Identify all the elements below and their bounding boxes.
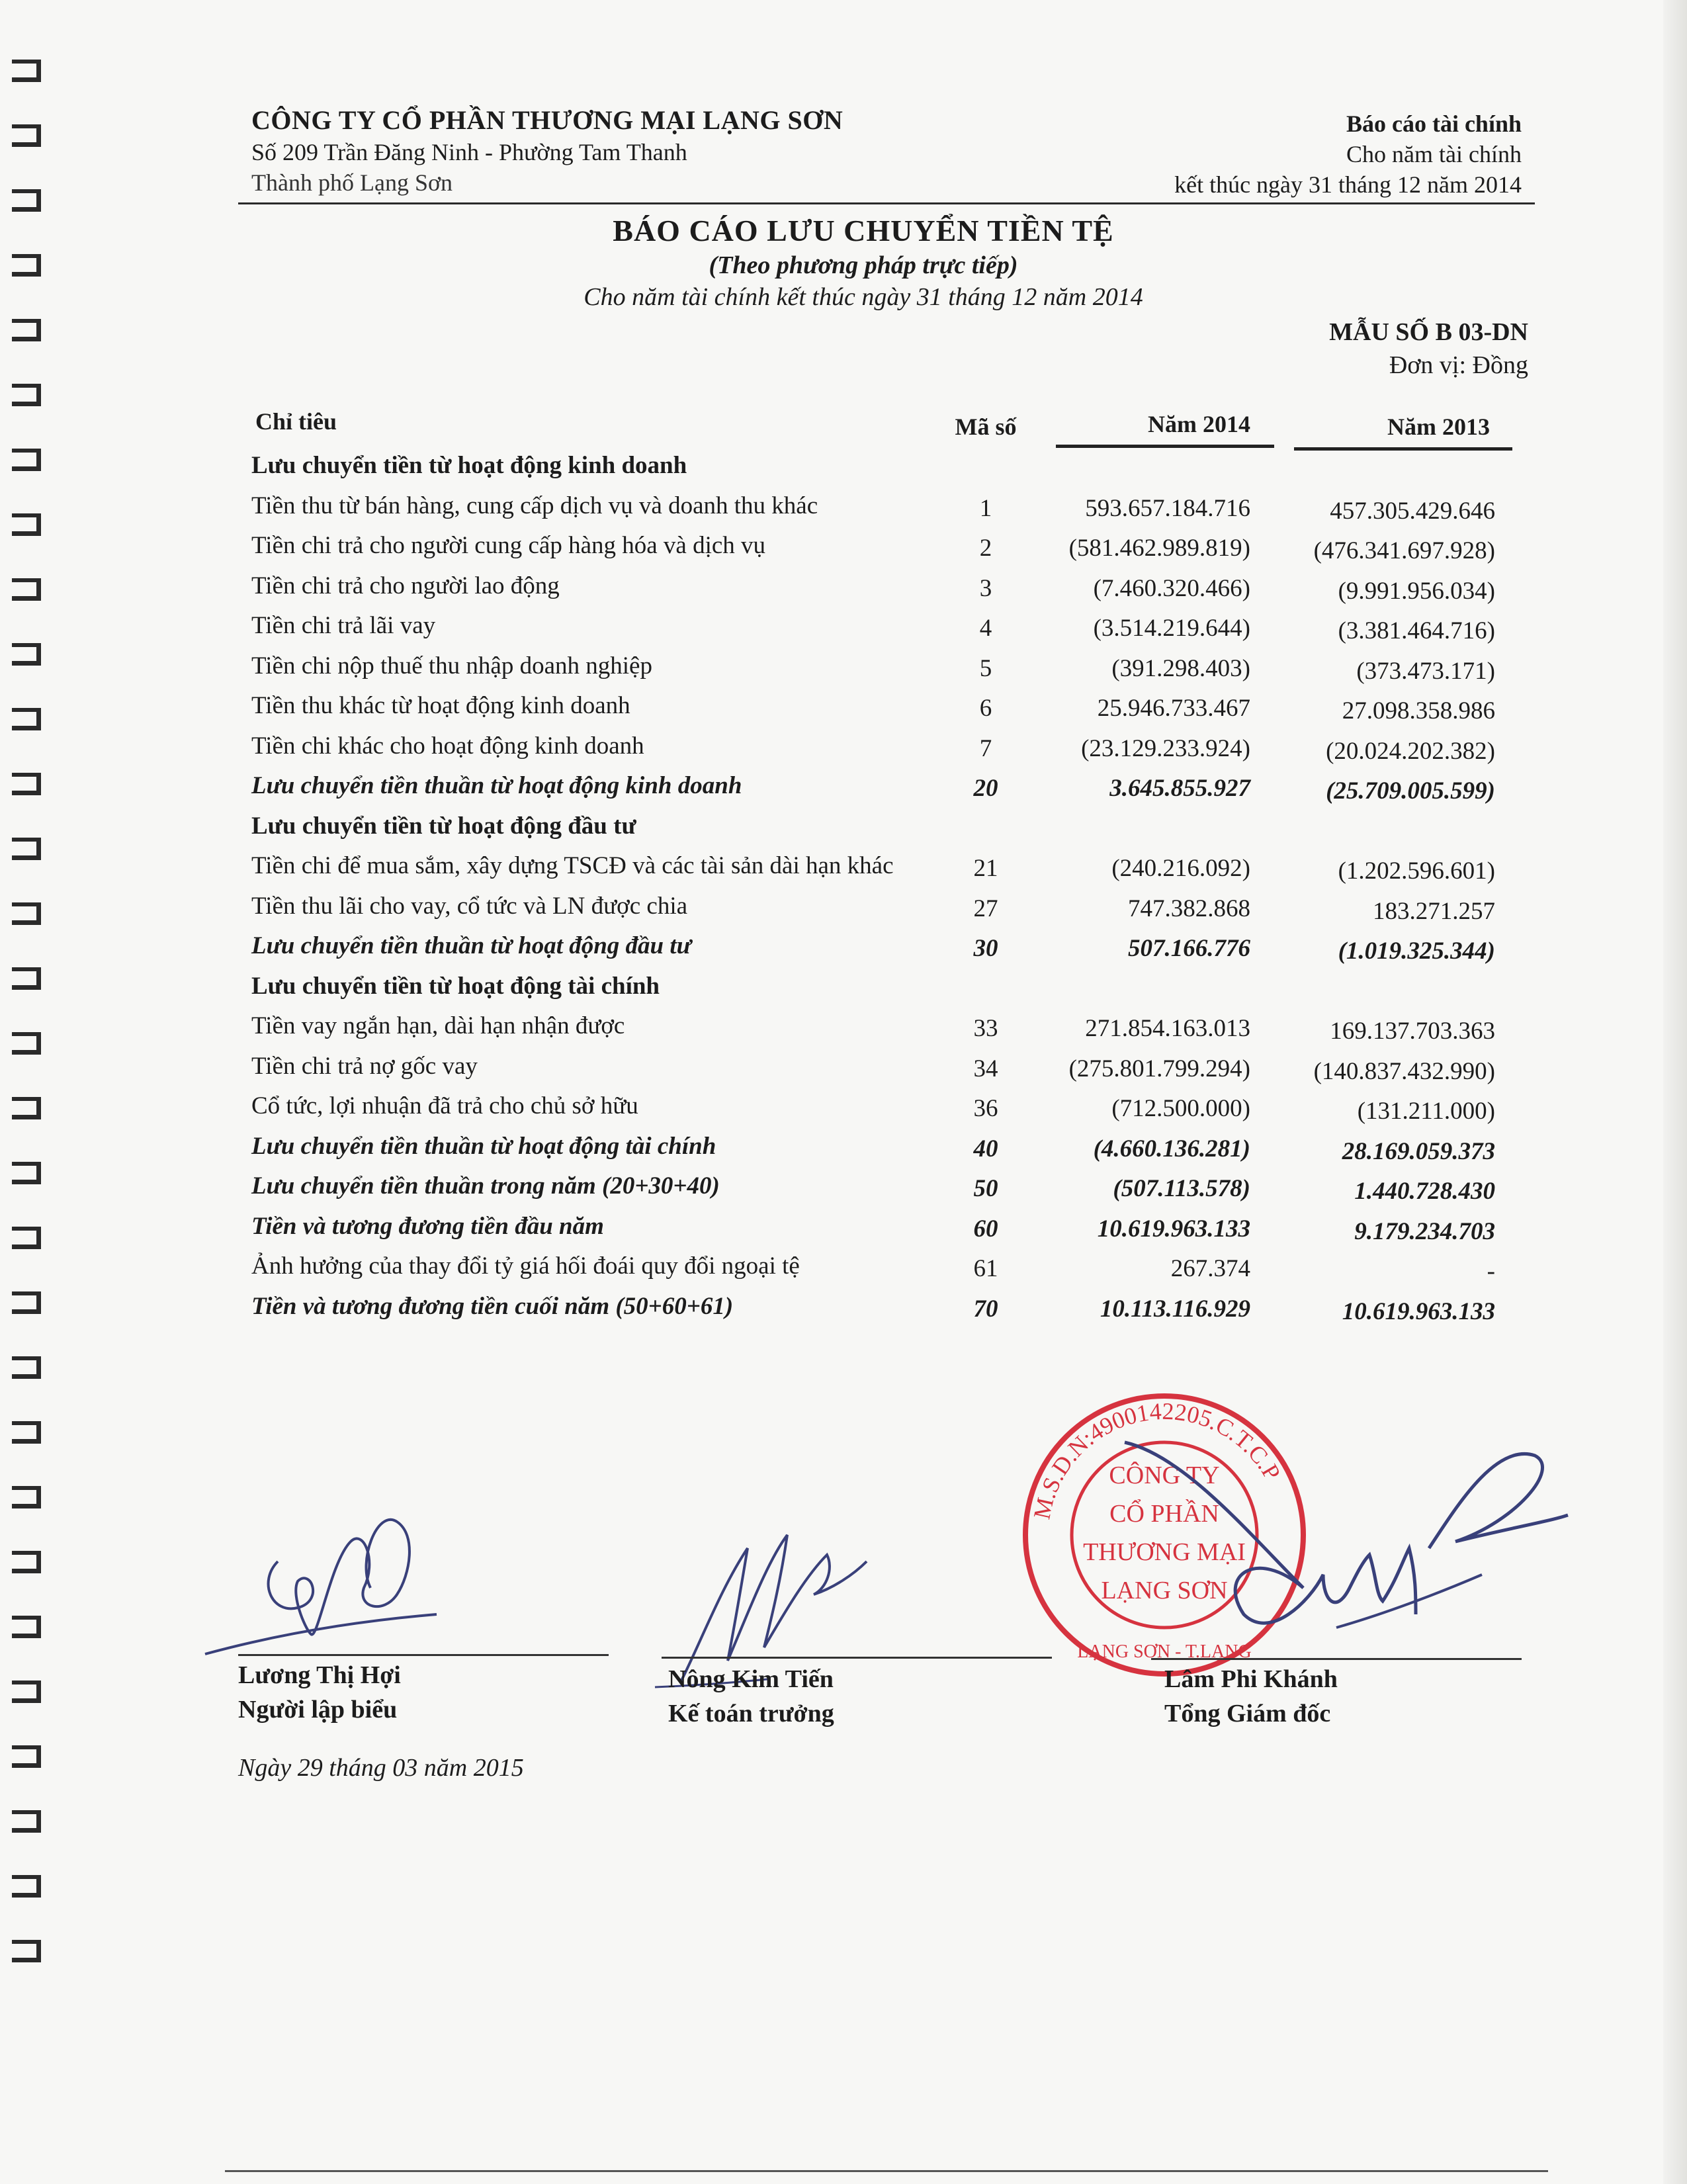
row-label: Tiền vay ngắn hạn, dài hạn nhận được [251,1012,625,1039]
row-value-2013: (131.211.000) [1357,1098,1495,1125]
header-code: Mã số [955,414,1017,440]
row-value-2014: (275.801.799.294) [1068,1055,1250,1082]
row-value-2013: (1.019.325.344) [1338,938,1495,965]
row-label: Lưu chuyển tiền thuần từ hoạt động đầu tư [251,932,691,959]
subtotal-row [245,1286,1515,1326]
table-row [245,1085,1515,1125]
report-type: Báo cáo tài chính [1346,110,1522,137]
row-value-2014: (4.660.136.281) [1093,1135,1250,1162]
page-bottom-line [225,2170,1548,2172]
row-code: 3 [979,574,992,602]
report-method: (Theo phương pháp trực tiếp) [709,251,1018,279]
binder-ring [12,60,41,82]
subtotal-row [245,1125,1515,1166]
row-value-2013: 28.169.059.373 [1342,1137,1495,1165]
header-label: Chỉ tiêu [255,408,337,435]
binder-ring [12,189,41,212]
row-value-2013: (20.024.202.382) [1326,737,1495,765]
section-heading-row [245,965,1515,1006]
accountant-name: Nông Kim Tiến [668,1665,834,1693]
company-header [251,105,843,197]
row-label: Tiền và tương đương tiền đầu năm [251,1212,604,1240]
binder-ring [12,967,41,990]
row-code: 34 [973,1055,998,1082]
row-value-2014: (240.216.092) [1111,855,1250,882]
row-value-2014: (581.462.989.819) [1068,535,1250,562]
row-value-2013: (373.473.171) [1356,657,1495,685]
binder-ring [12,1291,41,1314]
subtotal-row [245,765,1515,805]
report-date: Ngày 29 tháng 03 năm 2015 [238,1754,524,1782]
row-code: 2 [979,535,992,562]
preparer-sign-line [238,1654,609,1656]
row-code: 27 [973,895,998,922]
preparer-role: Người lập biểu [238,1696,398,1724]
binder-ring [12,1940,41,1962]
row-value-2013: 10.619.963.133 [1342,1297,1495,1325]
row-value-2014: (23.129.233.924) [1081,734,1250,762]
row-value-2013: 27.098.358.986 [1342,697,1495,724]
row-code: 60 [973,1215,998,1243]
row-code: 7 [979,734,992,762]
report-period-line1: Cho năm tài chính [1346,141,1522,167]
header-divider [238,202,1535,204]
report-title: BÁO CÁO LƯU CHUYỂN TIỀN TỆ [613,214,1114,247]
table-header [245,404,1515,445]
binder-ring [12,1227,41,1249]
row-label: Tiền chi để mua sắm, xây dựng TSCĐ và các tài sản dài hạn khác [251,852,894,879]
row-value-2013: (476.341.697.928) [1313,537,1495,564]
seal-line-1: CÔNG TY [1109,1462,1220,1489]
header-year-2013: Năm 2013 [1387,414,1490,440]
director-signature [1085,1416,1575,1681]
page-edge [1663,0,1687,2184]
row-value-2013: 9.179.234.703 [1354,1217,1495,1245]
accountant-role: Kế toán trưởng [668,1700,834,1727]
row-value-2014: (507.113.578) [1113,1175,1250,1202]
row-label: Tiền chi trả lãi vay [251,612,436,639]
row-value-2014: 25.946.733.467 [1097,695,1250,722]
cash-flow-table [245,404,1515,1325]
row-label: Lưu chuyển tiền thuần từ hoạt động tài chính [251,1132,716,1160]
binder-ring [12,1097,41,1119]
binder-ring [12,319,41,341]
seal-bottom-text: LẠNG SƠN - T.LẠNG [1077,1641,1252,1662]
row-label: Tiền và tương đương tiền cuối năm (50+60+61) [251,1292,734,1320]
row-label: Lưu chuyển tiền từ hoạt động tài chính [251,972,660,1000]
row-value-2014: (391.298.403) [1111,654,1250,682]
row-code: 6 [979,695,992,722]
row-value-2014: 747.382.868 [1128,895,1250,922]
row-label: Ảnh hưởng của thay đổi tỷ giá hối đoái quy đổi ngoại tệ [251,1252,800,1280]
accountant-sign-line [662,1657,1052,1659]
table-row [245,725,1515,765]
table-row [245,525,1515,565]
company-name: CÔNG TY CỔ PHẦN THƯƠNG MẠI LẠNG SƠN [251,105,844,135]
seal-line-2: CỔ PHẦN [1109,1500,1219,1528]
row-label: Tiền chi trả nợ gốc vay [251,1052,478,1080]
row-value-2014: 507.166.776 [1128,935,1250,962]
table-row [245,645,1515,685]
binder-ring [12,1162,41,1184]
table-row [245,1245,1515,1286]
binder-ring [12,449,41,471]
binder-ring [12,838,41,860]
row-value-2013: 1.440.728.430 [1354,1178,1495,1205]
row-label: Tiền thu khác từ hoạt động kinh doanh [251,692,630,719]
binder-ring [12,1356,41,1379]
row-value-2014: (3.514.219.644) [1093,615,1250,642]
director-sign-line [1151,1658,1522,1660]
table-row [245,1005,1515,1045]
row-label: Lưu chuyển tiền từ hoạt động kinh doanh [251,452,687,479]
table-row [245,685,1515,725]
seal-line-4: LẠNG SƠN [1101,1577,1228,1604]
row-code: 70 [973,1295,998,1323]
binder-rings [12,60,52,2163]
row-value-2014: 10.619.963.133 [1097,1215,1250,1243]
report-period: Cho năm tài chính kết thúc ngày 31 tháng 12 năm 2014 [584,283,1143,311]
company-city: Thành phố Lạng Sơn [251,169,453,196]
form-number: MẪU SỐ B 03-DN [1329,318,1528,346]
row-value-2013: (1.202.596.601) [1338,857,1495,885]
currency-unit: Đơn vị: Đồng [1389,351,1528,379]
row-label: Lưu chuyển tiền thuần trong năm (20+30+40) [251,1172,720,1200]
row-code: 1 [979,494,992,522]
row-value-2014: 10.113.116.929 [1100,1295,1250,1323]
subtotal-row [245,1205,1515,1246]
preparer-signature [198,1482,476,1681]
row-label: Tiền chi trả cho người cung cấp hàng hóa và dịch vụ [251,532,766,559]
row-value-2014: 3.645.855.927 [1109,775,1250,802]
row-code: 33 [973,1015,998,1042]
seal-ring-text: M.S.D.N:4900142205.C.T.C.P [1028,1397,1286,1522]
row-value-2014: 593.657.184.716 [1085,494,1250,522]
report-header [1174,110,1522,198]
table-row [245,605,1515,645]
row-code: 21 [973,855,998,882]
row-value-2014: (712.500.000) [1111,1095,1250,1122]
row-code: 61 [973,1255,998,1282]
row-value-2013: (140.837.432.990) [1313,1057,1495,1085]
seal-line-3: THƯƠNG MẠI [1083,1538,1246,1566]
binder-ring [12,1875,41,1898]
row-value-2013: (3.381.464.716) [1338,617,1495,644]
row-label: Tiền chi nộp thuế thu nhập doanh nghiệp [251,652,652,679]
director-name: Lâm Phi Khánh [1164,1665,1338,1693]
row-value-2013: 169.137.703.363 [1330,1018,1495,1045]
binder-ring [12,902,41,925]
preparer-name: Lương Thị Hợi [238,1661,401,1689]
row-value-2013: (25.709.005.599) [1326,777,1495,805]
binder-ring [12,124,41,147]
subtotal-row [245,925,1515,965]
row-code: 30 [973,935,998,962]
accountant-block [668,1665,834,1728]
row-code: 20 [973,775,998,802]
row-code: 50 [973,1175,998,1202]
row-label: Tiền chi khác cho hoạt động kinh doanh [251,732,644,760]
row-value-2014: 267.374 [1170,1255,1250,1282]
signature-area [0,1376,1687,1839]
table-body [245,445,1515,1325]
row-value-2013: - [1487,1258,1495,1285]
binder-ring [12,1032,41,1055]
binder-ring [12,708,41,730]
preparer-block [238,1661,401,1724]
report-title-block [0,213,1687,312]
row-value-2014: (7.460.320.466) [1093,574,1250,602]
report-period-line2: kết thúc ngày 31 tháng 12 năm 2014 [1174,171,1522,198]
header-year-2014: Năm 2014 [1148,411,1250,437]
table-row [245,1045,1515,1086]
row-value-2013: 457.305.429.646 [1330,497,1495,525]
section-heading-row [245,805,1515,846]
row-label: Cổ tức, lợi nhuận đã trả cho chủ sở hữu [251,1092,638,1119]
row-code: 36 [973,1095,998,1122]
form-info [1329,318,1528,380]
row-code: 5 [979,654,992,682]
table-row [245,485,1515,525]
row-code: 40 [973,1135,998,1162]
table-row [245,565,1515,605]
row-label: Tiền chi trả cho người lao động [251,572,560,599]
section-heading-row [245,445,1515,485]
binder-ring [12,513,41,536]
row-label: Tiền thu từ bán hàng, cung cấp dịch vụ và doanh thu khác [251,492,818,519]
director-block [1164,1665,1338,1728]
row-label: Lưu chuyển tiền thuần từ hoạt động kinh doanh [251,772,742,799]
row-value-2014: 271.854.163.013 [1085,1015,1250,1042]
row-value-2013: 183.271.257 [1373,897,1495,925]
table-row [245,885,1515,926]
binder-ring [12,643,41,666]
row-value-2013: (9.991.956.034) [1338,577,1495,605]
subtotal-row [245,1165,1515,1205]
binder-ring [12,773,41,795]
binder-ring [12,384,41,406]
binder-ring [12,578,41,601]
row-code: 4 [979,615,992,642]
row-label: Tiền thu lãi cho vay, cổ tức và LN được chia [251,892,688,920]
row-label: Lưu chuyển tiền từ hoạt động đầu tư [251,812,636,840]
table-row [245,845,1515,885]
director-role: Tổng Giám đốc [1164,1700,1331,1727]
company-address: Số 209 Trần Đăng Ninh - Phường Tam Thanh [251,139,687,165]
